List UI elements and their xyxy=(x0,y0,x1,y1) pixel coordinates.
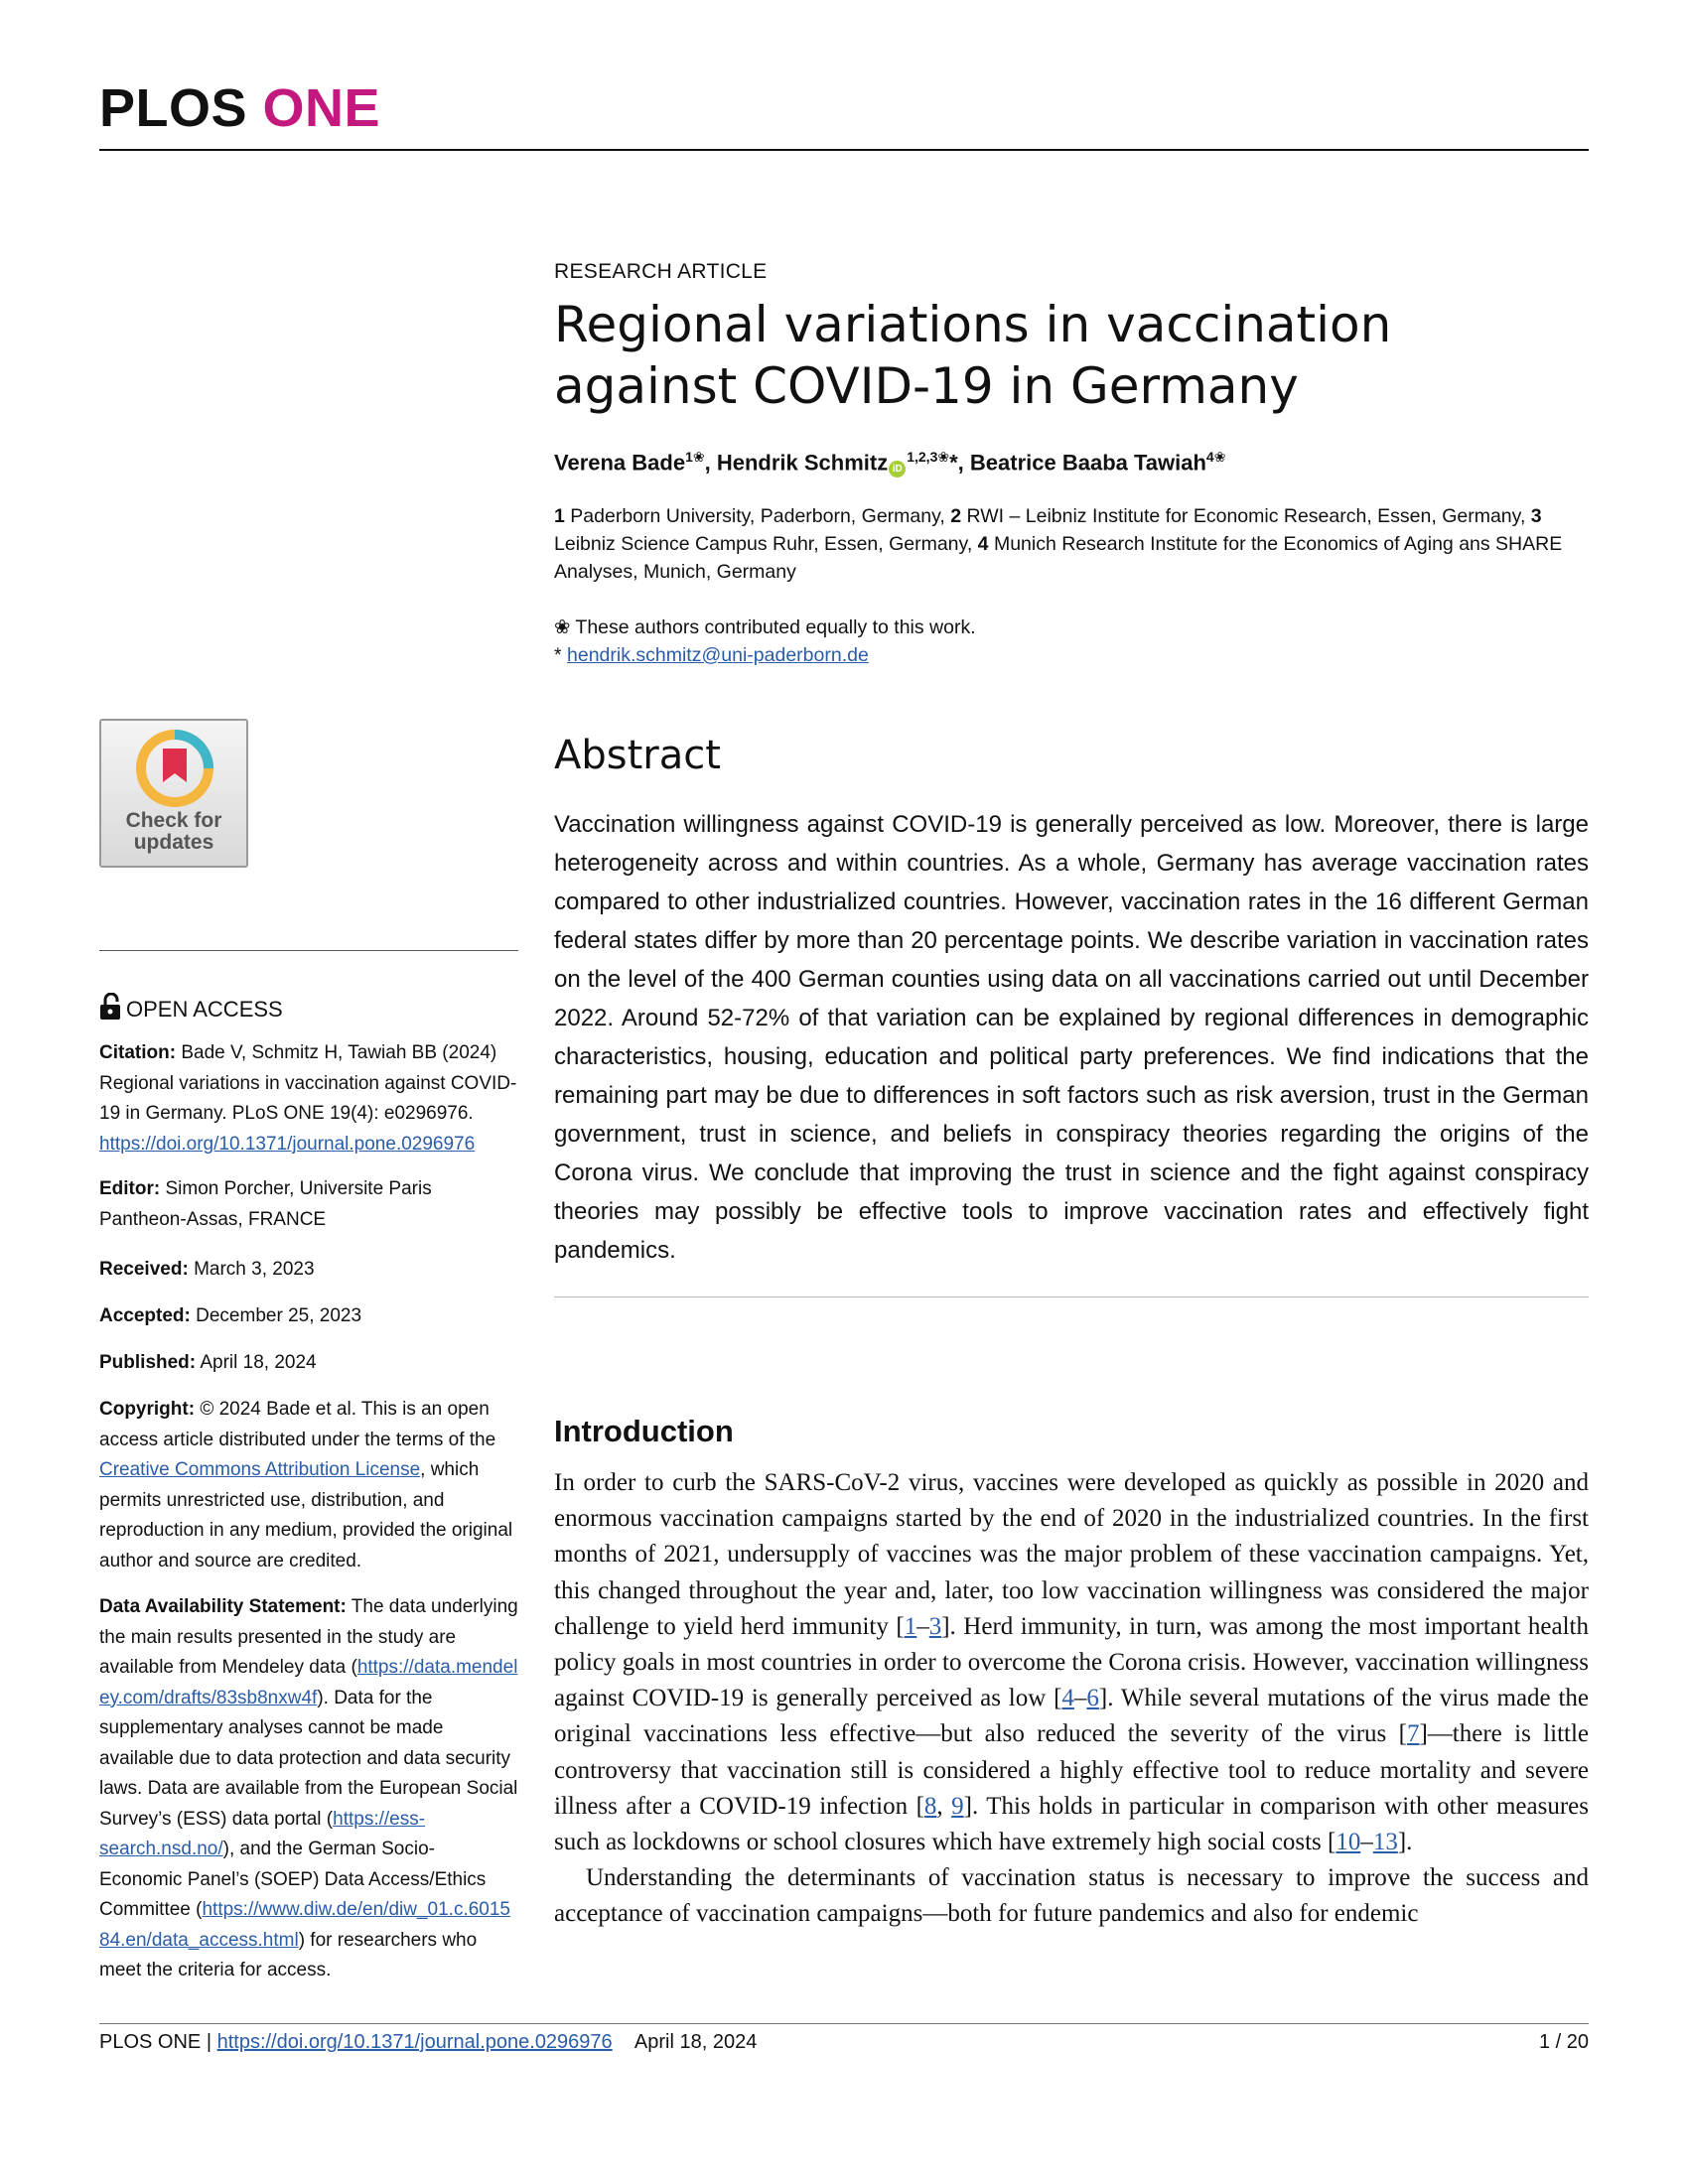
affiliation-number: 1 xyxy=(554,505,565,527)
accepted-label: Accepted: xyxy=(99,1305,191,1326)
intro-text: ]. Herd immunity, in turn, was among the most important health policy goals in most countries in order to overcome the Corona crisis. However, vaccination willingness against COVID-19 is generally perceived as low [ xyxy=(554,1612,1590,1712)
citation-block xyxy=(99,1038,518,1160)
intro-text: ]. xyxy=(1397,1829,1413,1856)
published-date: April 18, 2024 xyxy=(200,1352,317,1373)
copyright-block xyxy=(99,1395,518,1576)
article-title: Regional variations in vaccination against COVID-19 in Germany xyxy=(554,296,1392,415)
badge-line: updates xyxy=(133,831,214,854)
footer-doi-link[interactable]: https://doi.org/10.1371/journal.pone.0296976 xyxy=(216,2031,613,2053)
introduction-heading: Introduction xyxy=(554,1414,734,1448)
page-number: 1 / 20 xyxy=(1538,2031,1589,2053)
intro-text: ]—there is little controversy that vaccination still is considered a highly effective tool to reduce mortality and severe illness after a COVID-19 infection [ xyxy=(554,1720,1589,1820)
license-link[interactable]: Creative Commons Attribution License xyxy=(99,1459,421,1480)
author-list: Verena Bade$^{1❀}$, Hendrik Schmitz $iD^{1,2,3❀}*$, Beatrice Baaba Tawiah$^{4❀}$ xyxy=(554,449,1589,478)
reference-link[interactable]: 8 xyxy=(923,1792,937,1820)
sidebar-divider xyxy=(99,950,518,951)
mendeley-link[interactable]: https://data.mendeley.com/drafts/83sb8nxw4f xyxy=(99,1657,518,1708)
author-name: Hendrik Schmitz xyxy=(716,450,889,476)
open-lock-icon xyxy=(99,993,121,1021)
ess-link[interactable]: https://ess-search.nsd.no/ xyxy=(99,1808,426,1859)
ref-dash: – xyxy=(1073,1685,1087,1712)
affiliation-text: Munich Research Institute for the Economics of Aging ans SHARE Analyses, Munich, Germany xyxy=(554,533,1563,583)
data-availability-text: ). Data for the supplementary analyses cannot be made available due to data protection and data security laws. Data are available from the European Social Survey’s (ESS) data portal ( xyxy=(99,1687,518,1830)
corresponding-symbol: * xyxy=(554,644,562,666)
accepted-date: December 25, 2023 xyxy=(196,1305,362,1326)
badge-label xyxy=(101,810,246,854)
copyright-text: © 2024 Bade et al. This is an open access article distributed under the terms of the xyxy=(99,1399,496,1450)
data-availability-text: ) for researchers who meet the criteria for access. xyxy=(99,1929,478,1980)
intro-text: ]. While several mutations of the virus made the original vaccinations less effective—but also reduced the severity of the virus [ xyxy=(554,1685,1589,1748)
author-superscript: 4❀ xyxy=(1205,449,1226,465)
data-availability-label: Data Availability Statement: xyxy=(99,1596,347,1617)
page-footer xyxy=(99,2031,1589,2054)
citation-text: Bade V, Schmitz H, Tawiah BB (2024) Regional variations in vaccination against COVID-19 in Germany. PLoS ONE 19(4): e0296976. xyxy=(99,1042,517,1124)
diw-link[interactable]: https://www.diw.de/en/diw_01.c.601584.en/data_access.html xyxy=(99,1899,510,1951)
received-label: Received: xyxy=(99,1259,189,1280)
intro-paragraph xyxy=(554,1465,1589,1860)
article-type: RESEARCH ARTICLE xyxy=(554,260,768,283)
reference-link[interactable]: 6 xyxy=(1086,1685,1099,1712)
affiliation-text: Leibniz Science Campus Ruhr, Essen, Germany, xyxy=(554,533,973,555)
journal-logo xyxy=(99,78,381,138)
reference-link[interactable]: 13 xyxy=(1372,1829,1398,1856)
orcid-icon[interactable]: iD xyxy=(889,461,906,478)
author-notes xyxy=(554,614,1589,669)
affiliation-number: 2 xyxy=(950,505,962,527)
citation-doi-link[interactable]: https://doi.org/10.1371/journal.pone.0296976 xyxy=(99,1133,476,1155)
footer-date: April 18, 2024 xyxy=(633,2031,758,2053)
data-availability-text: ), and the German Socio- Economic Panel’s (SOEP) Data Access/Ethics Committee ( xyxy=(99,1839,487,1920)
data-availability-text: The data underlying the main results presented in the study are available from Mendeley data ( xyxy=(99,1596,518,1678)
ref-comma: , xyxy=(936,1792,952,1820)
received-block xyxy=(99,1255,518,1286)
logo-plos: PLOS xyxy=(99,78,248,138)
author-superscript: 1❀ xyxy=(685,449,705,465)
open-access-label xyxy=(99,993,283,1023)
reference-link[interactable]: 3 xyxy=(928,1612,942,1640)
reference-link[interactable]: 4 xyxy=(1061,1685,1074,1712)
badge-line: Check for xyxy=(125,809,222,832)
affiliation-number: 3 xyxy=(1530,505,1542,527)
affiliation-number: 4 xyxy=(977,533,989,555)
affiliation-text: Paderborn University, Paderborn, Germany, xyxy=(570,505,945,527)
published-label: Published: xyxy=(99,1352,197,1373)
citation-label: Citation: xyxy=(99,1042,177,1063)
footer-journal: PLOS ONE | xyxy=(99,2031,212,2053)
reference-link[interactable]: 7 xyxy=(1406,1720,1420,1748)
equal-contribution-note xyxy=(554,614,1589,641)
published-block xyxy=(99,1348,518,1379)
introduction-body xyxy=(554,1465,1589,1933)
corresponding-mark: * xyxy=(949,450,958,476)
footer-divider xyxy=(99,2023,1589,2024)
editor-text: Simon Porcher, Universite Paris Pantheon-Assas, FRANCE xyxy=(99,1178,432,1230)
data-availability-block xyxy=(99,1592,518,1986)
equal-contribution-icon: ❀ xyxy=(554,616,571,638)
corresponding-note xyxy=(554,641,1589,669)
reference-link[interactable]: 1 xyxy=(904,1612,917,1640)
crossmark-icon xyxy=(135,729,214,808)
intro-text: In order to curb the SARS-CoV-2 virus, vaccines were developed as quickly as possible in 2020 and enormous vaccination campaigns started by the end of 2020 in the industrialized countries. In the first months of 2021, undersupply of vaccines was the major problem of these vaccination campaigns. Yet, this changed throughout the year and, later, too low vaccination willingness was considered the major challenge to yield herd immunity [ xyxy=(554,1469,1589,1640)
editor-block xyxy=(99,1174,518,1235)
reference-link[interactable]: 9 xyxy=(951,1792,964,1820)
ref-dash: – xyxy=(916,1612,929,1640)
intro-paragraph: Understanding the determinants of vaccination status is necessary to improve the success and acceptance of vaccination campaigns—both for future pandemics and also for endemic xyxy=(554,1864,1589,1928)
accepted-block xyxy=(99,1301,518,1332)
author-name: Beatrice Baaba Tawiah xyxy=(969,450,1206,476)
author-superscript: 1,2,3❀ xyxy=(907,449,950,465)
received-date: March 3, 2023 xyxy=(194,1259,315,1280)
ref-dash: – xyxy=(1360,1829,1373,1856)
affiliations xyxy=(554,502,1589,586)
editor-label: Editor: xyxy=(99,1178,161,1199)
check-for-updates-badge[interactable] xyxy=(99,719,248,868)
header-divider xyxy=(99,149,1589,151)
open-access-text: OPEN ACCESS xyxy=(126,997,283,1022)
intro-text: ]. This holds in particular in comparison with other measures such as lockdowns or school closures which have extremely high social costs [ xyxy=(554,1792,1589,1856)
copyright-text: , which permits unrestricted use, distribution, and reproduction in any medium, provided the original author and source are credited. xyxy=(99,1459,513,1571)
abstract-text: Vaccination willingness against COVID-19 is generally perceived as low. Moreover, there is large heterogeneity across and within countries. As a whole, Germany has average vaccination rates compared to other industrialized countries. However, vaccination rates in the 16 different German federal states differ by more than 20 percentage points. We describe variation in vaccination rates on the level of the 400 German counties using data on all vaccinations carried out until December 2022. Around 52-72% of that variation can be explained by regional differences in demographic characteristics, housing, education and political party preferences. We find indications that the remaining part may be due to differences in soft factors such as risk aversion, trust in the German government, trust in science, and beliefs in conspiracy theories regarding the origins of the Corona virus. We conclude that improving the trust in science and the fight against conspiracy theories may possibly be effective tools to improve vaccination rates and effectively fight pandemics. xyxy=(554,811,1589,1264)
reference-link[interactable]: 10 xyxy=(1336,1829,1361,1856)
logo-one: ONE xyxy=(262,78,381,138)
affiliation-text: RWI – Leibniz Institute for Economic Research, Essen, Germany, xyxy=(966,505,1526,527)
email-link[interactable]: hendrik.schmitz@uni-paderborn.de xyxy=(567,644,869,666)
author-name: Verena Bade xyxy=(554,450,686,476)
copyright-label: Copyright: xyxy=(99,1399,196,1420)
abstract-heading: Abstract xyxy=(554,733,721,778)
equal-contribution-text: These authors contributed equally to this work. xyxy=(575,616,976,638)
